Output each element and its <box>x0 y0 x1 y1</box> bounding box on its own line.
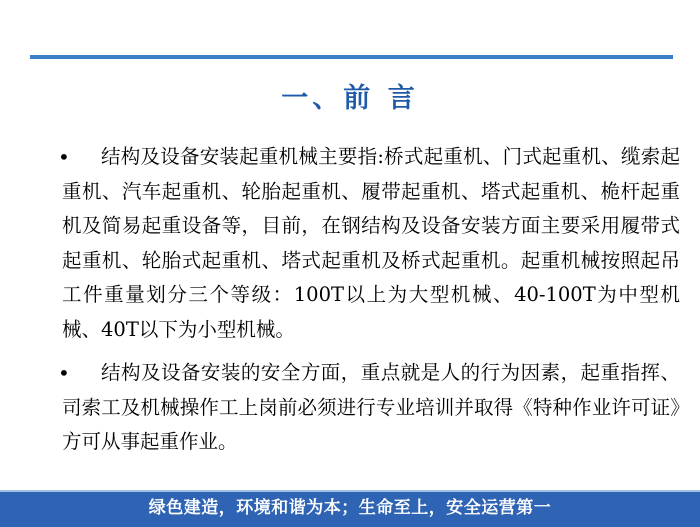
bullet-icon: • <box>58 361 70 385</box>
bullet-icon: • <box>58 145 70 169</box>
top-divider-line <box>30 55 673 59</box>
paragraph-text: 结构及设备安装起重机械主要指:桥式起重机、门式起重机、缆索起重机、汽车起重机、轮胎起重机、履带起重机、塔式起重机、桅杆起重机及简易起重设备等，目前，在钢结构及设备安装方面主要采用履带式起重机、轮胎式起重机、塔式起重机及桥式起重机。起重机械按照起吊工件重量划分三个等级：100T以上为大型机械、40-100T为中型机械、40T以下为小型机械。 <box>62 145 680 341</box>
slide-title: 一、前 言 <box>281 83 419 114</box>
slide-body <box>58 140 680 469</box>
paragraph-safety <box>58 356 680 460</box>
paragraph-crane-types <box>58 140 680 347</box>
paragraph-text: 结构及设备安装的安全方面，重点就是人的行为因素，起重指挥、司索工及机械操作工上岗前必须进行专业培训并取得《特种作业许可证》方可从事起重作业。 <box>62 361 680 453</box>
footer-banner <box>0 490 700 527</box>
footer-slogan: 绿色建造，环境和谐为本；生命至上，安全运营第一 <box>148 498 552 518</box>
